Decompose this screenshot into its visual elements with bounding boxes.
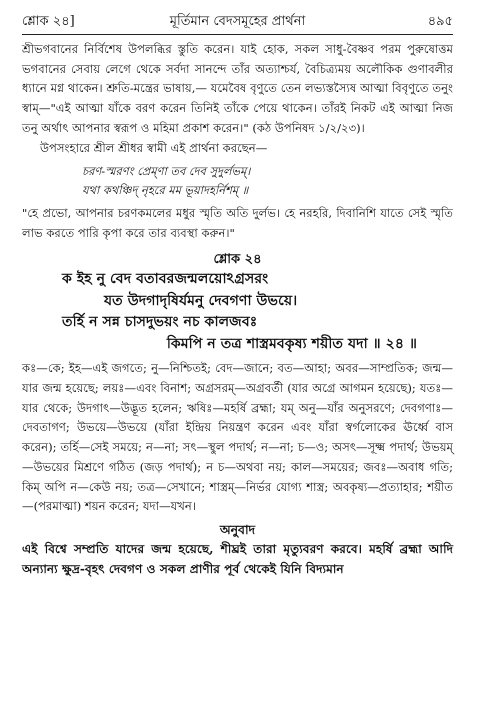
quoted-prayer-line-1: চরণ-স্মরণং প্রেম্ণা তব দেব সুদুর্লভম্। [82,164,251,179]
translation-text: এই বিশ্বে সম্প্রতি যাদের জন্ম হয়েছে, শীঘ্রই তারা মৃত্যুবরণ করবে। মহর্ষি ব্রহ্মা আদি অন্যান্য ক্ষুদ্র-বৃহৎ দেবগণ ও সকল প্রাণীর পূর্ব থেকেই যিনি বিদ্যমান [22,541,453,576]
verse-line-2: যত উদগাদৃষির্যমনু দেবগণা উভয়ে। [104,292,298,309]
translation-heading: অনুবাদ [219,521,256,537]
verse-line-1: ক ইহ নু বেদ বতাবরজন্মলয়োঽগ্রসরং [62,271,269,288]
page-header [22,12,453,32]
verse-title: শ্লোক ২৪ [213,251,262,267]
page-body [22,40,453,579]
header-verse-ref: শ্লোক ২৪] [22,14,75,29]
header-rule [22,34,453,35]
purport-paragraph-1: শ্রীভগবানের নির্বিশেষ উপলব্ধির স্তুতি করেন। যাই হোক, সকল সাধু-বৈষ্ণব পরম পুরুষোত্তম ভগবানের সেবায় লেগে থেকে সর্বদা সানন্দে তাঁর অত্যাশ্চর্য, বৈচিত্র্যময় অলৌকিক গুণাবলীর ধ্যানে মগ্ন থাকেন। শ্রুতি-মন্ত্রের ভাষায়,— যমেবৈষ বৃণুতে তেন লভ্যস্তস্যৈষ আত্মা বিবৃণুতে তনুং স্বাম্—"এই আত্মা যাঁকে বরণ করেন তিনিই তাঁকে পেয়ে থাকেন। তাঁরই নিকট এই আত্মা নিজ তনু অর্থাৎ আপনার স্বরূপ ও মহিমা প্রকাশ করেন।" (কঠ উপনিষদ ১/২/২৩)। [22,42,453,135]
header-book-title: মূর্তিমান বেদসমূহের প্রার্থনা [169,14,306,29]
quoted-prayer [82,162,453,200]
word-for-word: কঃ—কে; ইহ—এই জগতে; নু—নিশ্চিতই; বেদ—জানে; বত—আহা; অবর—সাম্প্রতিক; জন্ম—যার জন্ম হয়েছে; লয়ঃ—এবং বিনাশ; অগ্রসরম্—অগ্রবর্তী (যার অগ্রে আগমন হয়েছে); যতঃ—যার থেকে; উদগাৎ—উদ্ভূত হলেন; ঋষিঃ—মহর্ষি ব্রহ্মা; যম্ অনু—যাঁর অনুসরণে; দেবগণাঃ—দেবতাগণ; উভয়ে—উভয়ে (যাঁরা ইন্দ্রিয় নিয়ন্ত্রণ করেন এবং যাঁরা স্বর্গলোকের ঊর্ধ্বে বাস করেন); তর্হি—সেই সময়ে; ন—না; সৎ—স্থুল পদার্থ; ন—না; চ—ও; অসৎ—সূক্ষ্ম পদার্থ; উভয়ম্—উভয়ের মিশ্রণে গঠিত (জড় পদার্থ); ন চ—অথবা নয়; কাল—সময়ের; জবঃ—অবাধ গতি; কিম্ অপি ন—কেউ নয়; তত্র—সেখানে; শাস্ত্রম্—নির্ভর যোগ্য শাস্ত্র; অবকৃষ্য—প্রত্যাহার; শয়ীত—(পরমাত্মা) শয়ন করেন; যদা—যখন। [22,361,453,514]
verse-line-4: কিমপি ন তত্র শাস্ত্রমবকৃষ্য শয়ীত যদা ॥ ২৪ ॥ [166,335,417,352]
purport-paragraph-2: উপসংহারে শ্রীল শ্রীধর স্বামী এই প্রার্থনা করছেন— [40,140,268,155]
sanskrit-verse [22,269,453,355]
quoted-prayer-line-2: যথা কথঞ্চিদ্ নৃহরে মম ভূয়াদহর্নিশম্ ॥ [82,183,249,198]
verse-line-3: তর্হি ন সন্ন চাসদুভয়ং নচ কালজবঃ [62,314,258,331]
quote-translation: "হে প্রভো, আপনার চরণকমলের মধুর স্মৃতি অতি দুর্লভ। হে নরহরি, দিবানিশি যাতে সেই স্মৃতি লাভ করতে পারি কৃপা করে তার ব্যবস্থা করুন।" [22,206,453,240]
header-page-number: ৪৯৫ [427,14,453,29]
